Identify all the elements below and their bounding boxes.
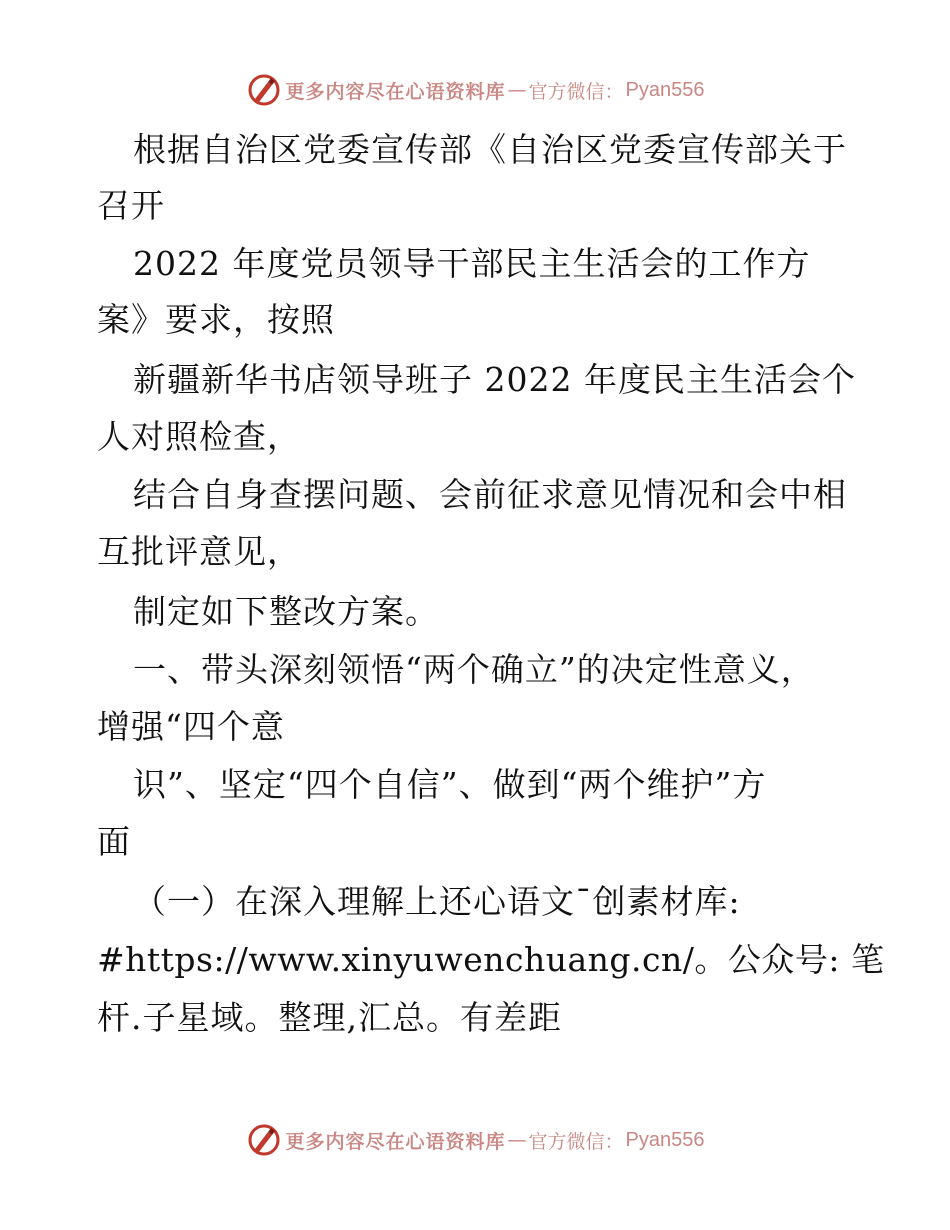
body-line: 增强“四个意 [97,707,285,746]
header-account: Pyan556 [625,78,705,101]
header-site-text: 更多内容尽在心语资料库 [285,80,506,103]
body-line: 人对照检查， [97,417,301,456]
body-line: 识”、坚定“四个自信”、做到“两个维护”方 [133,765,767,804]
body-line: 召开 [97,186,165,225]
header-watermark [0,70,950,110]
body-line: 面 [97,822,131,861]
footer-site-text: 更多内容尽在心语资料库 [285,1130,506,1153]
pen-logo-icon [246,1122,282,1158]
body-line: 一、带头深刻领悟“两个确立”的决定性意义， [133,650,815,689]
body-line: 新疆新华书店领导班子 2022 年度民主生活会个 [133,360,856,399]
footer-wechat-label: 官方微信： [528,1130,624,1153]
footer-separator: — [507,1129,527,1151]
pen-logo-icon [246,72,282,108]
footer-watermark [0,1120,950,1160]
header-separator: — [507,79,527,101]
body-line: 制定如下整改方案。 [133,592,439,631]
header-wechat-label: 官方微信： [528,80,624,103]
footer-account: Pyan556 [625,1128,705,1151]
body-line: #https://www.xinyuwenchuang.cn/。公众号: 笔 [97,940,885,979]
body-line: 案》要求，按照 [97,300,335,339]
body-line: 杆.子星域。整理,汇总。有差距 [97,998,562,1037]
body-line: （一）在深入理解上还心语文¯创素材库: [133,882,741,921]
body-line: 2022 年度党员领导干部民主生活会的工作方 [133,244,811,283]
body-line: 互批评意见， [97,532,301,571]
body-line: 根据自治区党委宣传部《自治区党委宣传部关于 [133,130,847,169]
body-line: 结合自身查摆问题、会前征求意见情况和会中相 [133,475,847,514]
